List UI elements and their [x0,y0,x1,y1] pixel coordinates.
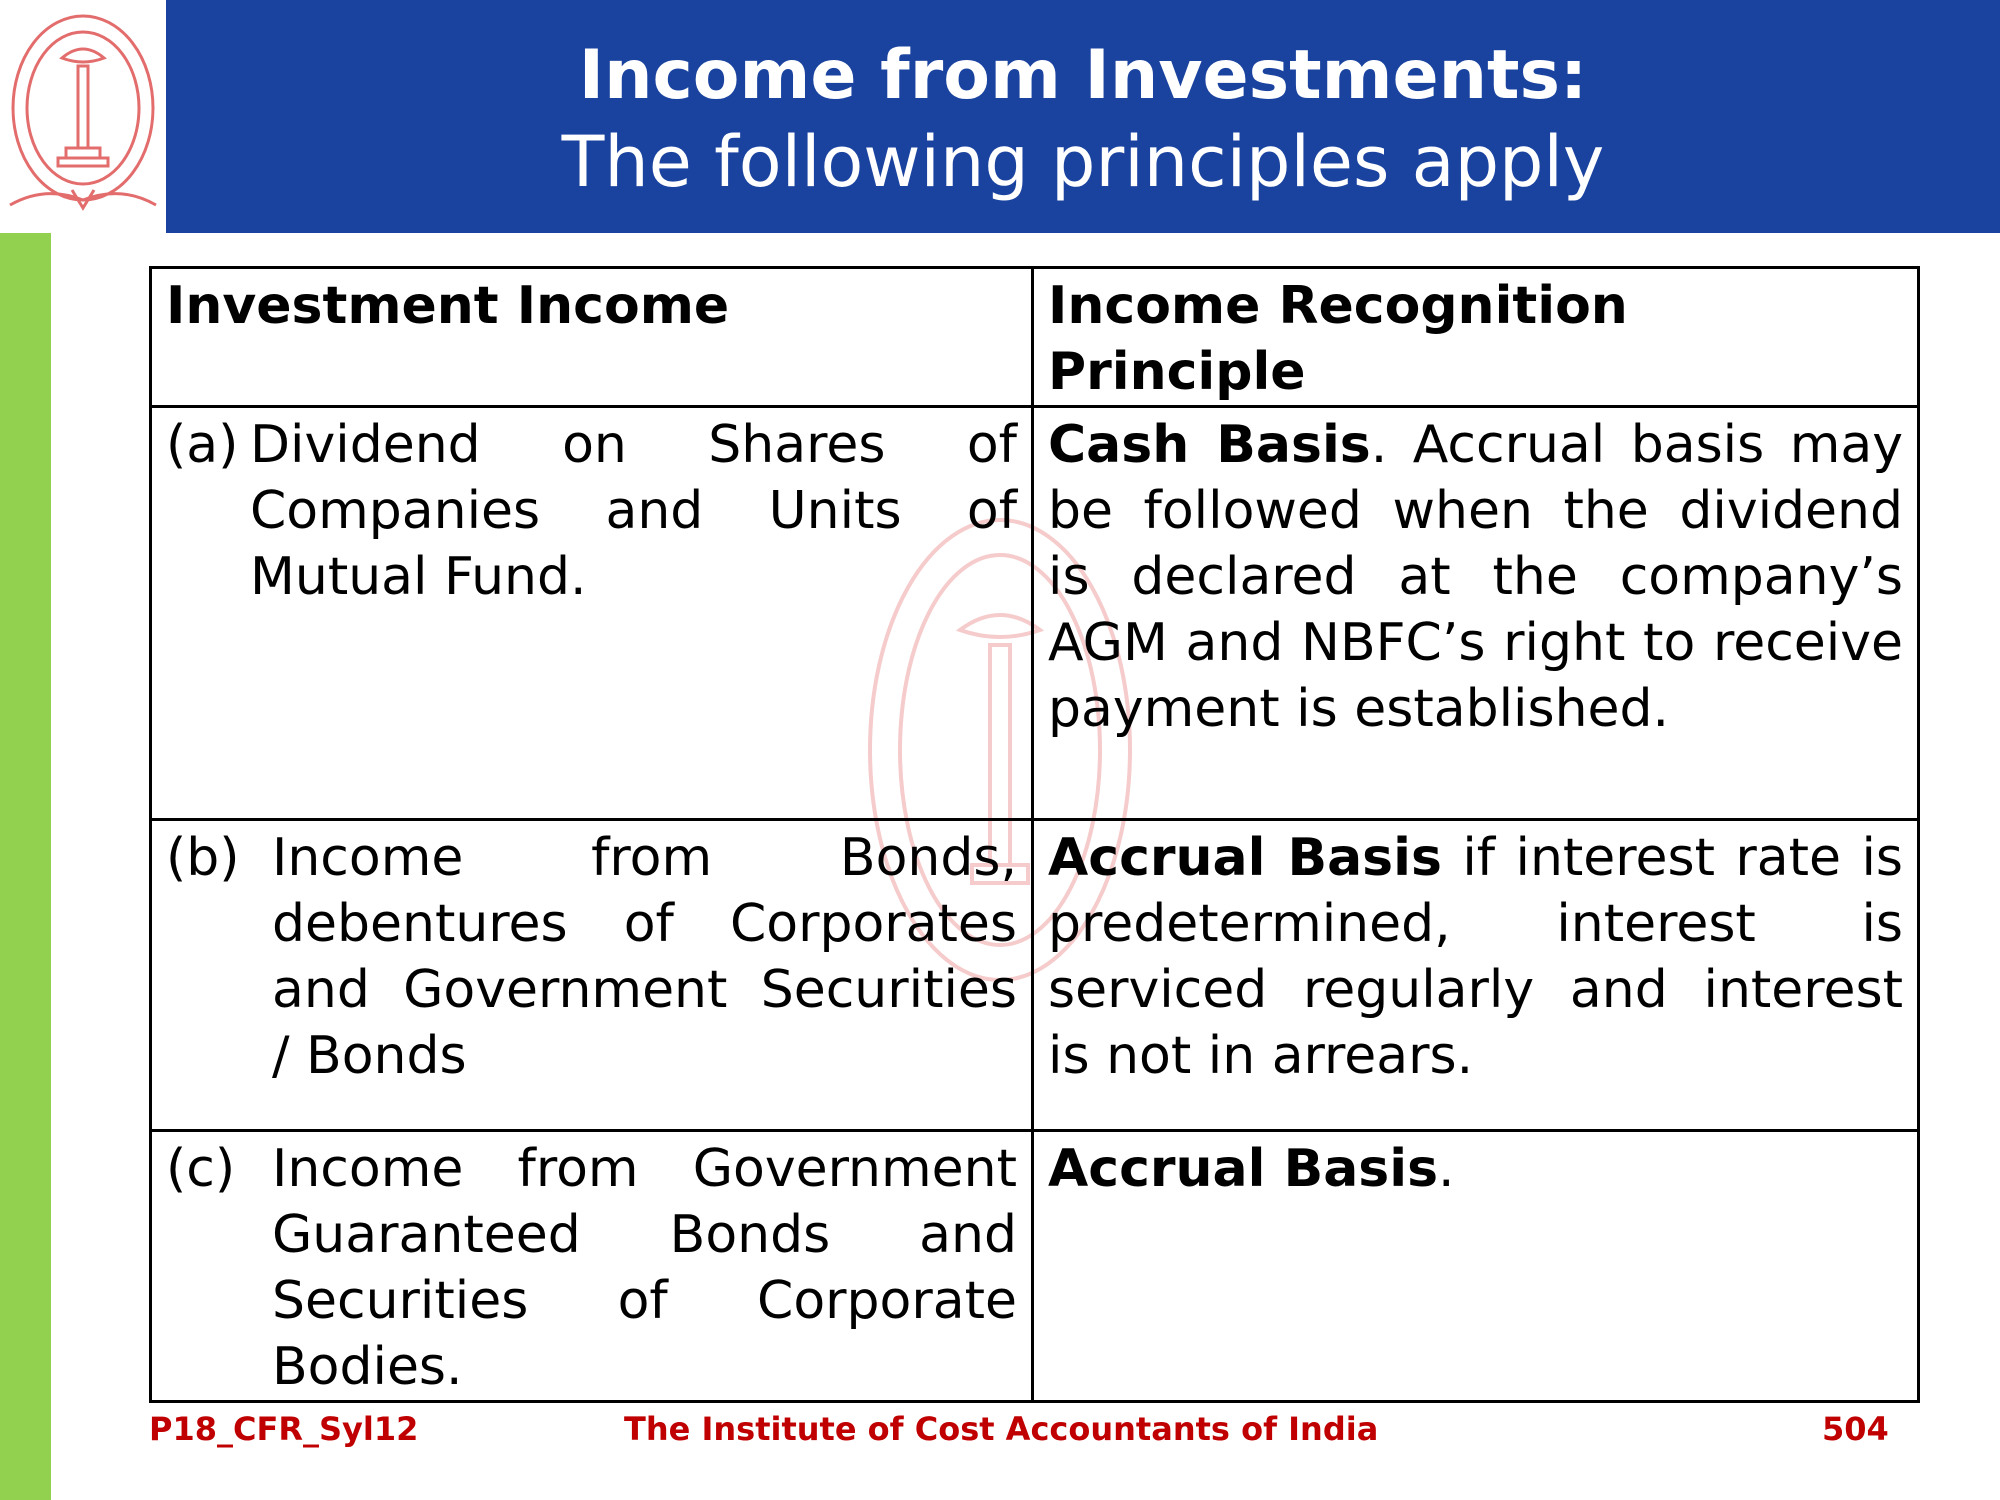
income-cell [151,407,1033,820]
footer-page-number: 504 [1822,1410,1889,1448]
income-cell [151,1131,1033,1402]
income-text: Income from Government Guaranteed Bonds and Securities of Corporate Bodies. [272,1139,1017,1397]
income-cell [151,820,1033,1131]
slide-header [166,0,2000,233]
principle-basis: Accrual Basis [1048,1139,1439,1199]
table-row [151,820,1919,1131]
table-row [151,407,1919,820]
column-header-recognition-principle: Income Recognition Principle [1033,268,1919,407]
institute-logo [0,0,166,233]
investment-income-table [149,266,1920,1403]
footer-institute-name: The Institute of Cost Accountants of India [624,1410,1379,1448]
income-text: Dividend on Shares of Companies and Units of Mutual Fund. [250,415,1017,607]
income-text: Income from Bonds, debentures of Corporates and Government Securities / Bonds [272,828,1017,1086]
column-header-investment-income: Investment Income [151,268,1033,407]
principle-basis: Accrual Basis [1048,828,1442,888]
principle-cell [1033,1131,1919,1402]
principle-cell [1033,820,1919,1131]
principle-detail: . Accrual basis may be followed when the dividend is declared at the company’s AGM and NBFC’s right to receive payment is established. [1048,415,1903,739]
row-marker: (c) [166,1139,236,1199]
principle-detail: if interest rate is predetermined, interest is serviced regularly and interest is not in arrears. [1048,828,1904,1086]
table-header-row [151,268,1919,407]
institute-seal-icon [0,0,166,233]
table-row [151,1131,1919,1402]
principle-cell [1033,407,1919,820]
principle-detail: . [1438,1139,1455,1199]
slide-subtitle: The following principles apply [561,121,1605,203]
footer-course-code: P18_CFR_Syl12 [149,1410,419,1448]
slide-title: Income from Investments: [578,36,1588,115]
row-marker: (b) [166,828,240,888]
principle-basis: Cash Basis [1048,415,1371,475]
row-marker: (a) [166,415,239,475]
side-accent-bar [0,233,51,1500]
